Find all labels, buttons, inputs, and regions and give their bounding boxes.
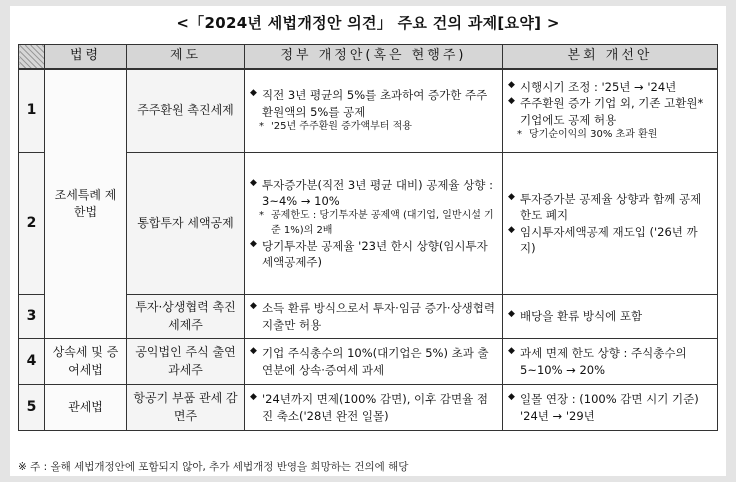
bullet-text: 시행시기 조정 : '25년 → '24년	[520, 80, 677, 95]
diamond-bullet-icon: ◆	[508, 80, 515, 91]
sub-note	[507, 128, 713, 142]
government-cell	[245, 339, 503, 385]
row-number: 2	[19, 153, 45, 295]
sub-note	[249, 209, 498, 237]
law-cell: 관세법	[45, 385, 127, 431]
footnote: ※ 주 : 올해 세법개정안에 포함되지 않아, 추가 세법개정 반영을 희망하는 건의에 해당	[18, 461, 409, 473]
law-cell: 조세특례 제한법	[45, 69, 127, 339]
diamond-bullet-icon: ◆	[508, 224, 515, 235]
diamond-bullet-icon: ◆	[508, 346, 515, 357]
bullet-text: '24년까지 면제(100% 감면), 이후 감면율 점진 축소('28년 완전 일몰)	[262, 392, 488, 423]
row-number: 3	[19, 295, 45, 339]
diamond-bullet-icon: ◆	[250, 177, 257, 188]
table-row	[19, 385, 718, 431]
table-row	[19, 339, 718, 385]
system-cell: 항공기 부품 관세 감면주	[127, 385, 245, 431]
diamond-bullet-icon: ◆	[508, 392, 515, 403]
bullet-text: 소득 환류 방식으로서 투자·임금 증가·상생협력 지출만 허용	[262, 301, 496, 332]
row-number: 4	[19, 339, 45, 385]
bullet-item	[249, 87, 498, 120]
bullet-text: 임시투자세액공제 재도입 ('26년 까지)	[520, 224, 698, 255]
proposal-cell	[503, 385, 718, 431]
system-cell: 통합투자 세액공제	[127, 153, 245, 295]
bullet-text: 일몰 연장 : (100% 감면 시기 기준) '24년 → '29년	[520, 392, 699, 423]
system-cell: 투자·상생협력 촉진세제주	[127, 295, 245, 339]
bullet-item	[249, 345, 498, 378]
bullet-text: 기업 주식총수의 10%(대기업은 5%) 초과 출연분에 상속·증여세 과세	[262, 346, 489, 377]
page-title: <「2024년 세법개정안 의견」 주요 건의 과제[요약] >	[176, 14, 560, 32]
diamond-bullet-icon: ◆	[508, 191, 515, 202]
header-law: 법령	[45, 45, 127, 69]
diamond-bullet-icon: ◆	[250, 392, 257, 403]
asterisk-icon: *	[517, 129, 522, 141]
asterisk-icon: *	[259, 210, 264, 222]
bullet-item	[507, 391, 713, 424]
bullet-text: 투자증가분(직전 3년 평균 대비) 공제율 상향 : 3~4% → 10%	[262, 177, 493, 208]
diamond-bullet-icon: ◆	[250, 88, 257, 99]
sub-note	[249, 120, 498, 134]
header-government-proposal: 정부 개정안(혹은 현행주)	[245, 45, 503, 69]
proposal-cell	[503, 295, 718, 339]
diamond-bullet-icon: ◆	[250, 346, 257, 357]
diamond-bullet-icon: ◆	[508, 96, 515, 107]
asterisk-icon: *	[259, 120, 264, 132]
bullet-item	[507, 345, 713, 378]
bullet-text: 당기순이익의 30% 초과 환원	[529, 129, 658, 141]
bullet-item	[249, 300, 498, 333]
bullet-item	[507, 79, 713, 95]
header-chamber-proposal: 본회 개선안	[503, 45, 718, 69]
proposal-cell	[503, 153, 718, 295]
diamond-bullet-icon: ◆	[508, 309, 515, 320]
proposal-table	[18, 44, 718, 431]
bullet-text: 과세 면제 한도 상향 : 주식총수의 5~10% → 20%	[520, 346, 687, 377]
government-cell	[245, 153, 503, 295]
bullet-text: 당기투자분 공제율 '23년 한시 상향(임시투자세액공제주)	[262, 238, 488, 270]
diamond-bullet-icon: ◆	[250, 238, 257, 249]
header-system: 제도	[127, 45, 245, 69]
bullet-text: '25년 주주환원 증가액부터 적용	[271, 120, 412, 132]
header-corner	[19, 45, 45, 69]
bullet-item	[507, 191, 713, 224]
bullet-item	[249, 177, 498, 210]
system-cell: 공익법인 주식 출연 과세주	[127, 339, 245, 385]
bullet-item	[507, 95, 713, 128]
proposal-cell	[503, 69, 718, 153]
proposal-cell	[503, 339, 718, 385]
bullet-text: 주주환원 증가 기업 외, 기존 고환원* 기업에도 공제 허용	[520, 96, 704, 127]
bullet-text: 배당을 환류 방식에 포함	[520, 309, 643, 324]
bullet-text: 공제한도 : 당기투자분 공제액 (대기업, 일반시설 기준 1%)의 2배	[271, 210, 494, 236]
bullet-text: 직전 3년 평균의 5%를 초과하여 증가한 주주환원액의 5%를 공제	[262, 88, 488, 119]
government-cell	[245, 385, 503, 431]
bullet-item	[507, 308, 713, 324]
bullet-item	[249, 391, 498, 424]
law-cell: 상속세 및 증여세법	[45, 339, 127, 385]
government-cell	[245, 295, 503, 339]
bullet-item	[507, 224, 713, 257]
table-row	[19, 69, 718, 153]
diamond-bullet-icon: ◆	[250, 301, 257, 312]
government-cell	[245, 69, 503, 153]
table-header-row	[19, 45, 718, 69]
row-number: 1	[19, 69, 45, 153]
row-number: 5	[19, 385, 45, 431]
bullet-text: 투자증가분 공제율 상향과 함께 공제 한도 폐지	[520, 191, 702, 223]
system-cell: 주주환원 촉진세제	[127, 69, 245, 153]
bullet-item	[249, 238, 498, 271]
document-page	[10, 6, 726, 476]
